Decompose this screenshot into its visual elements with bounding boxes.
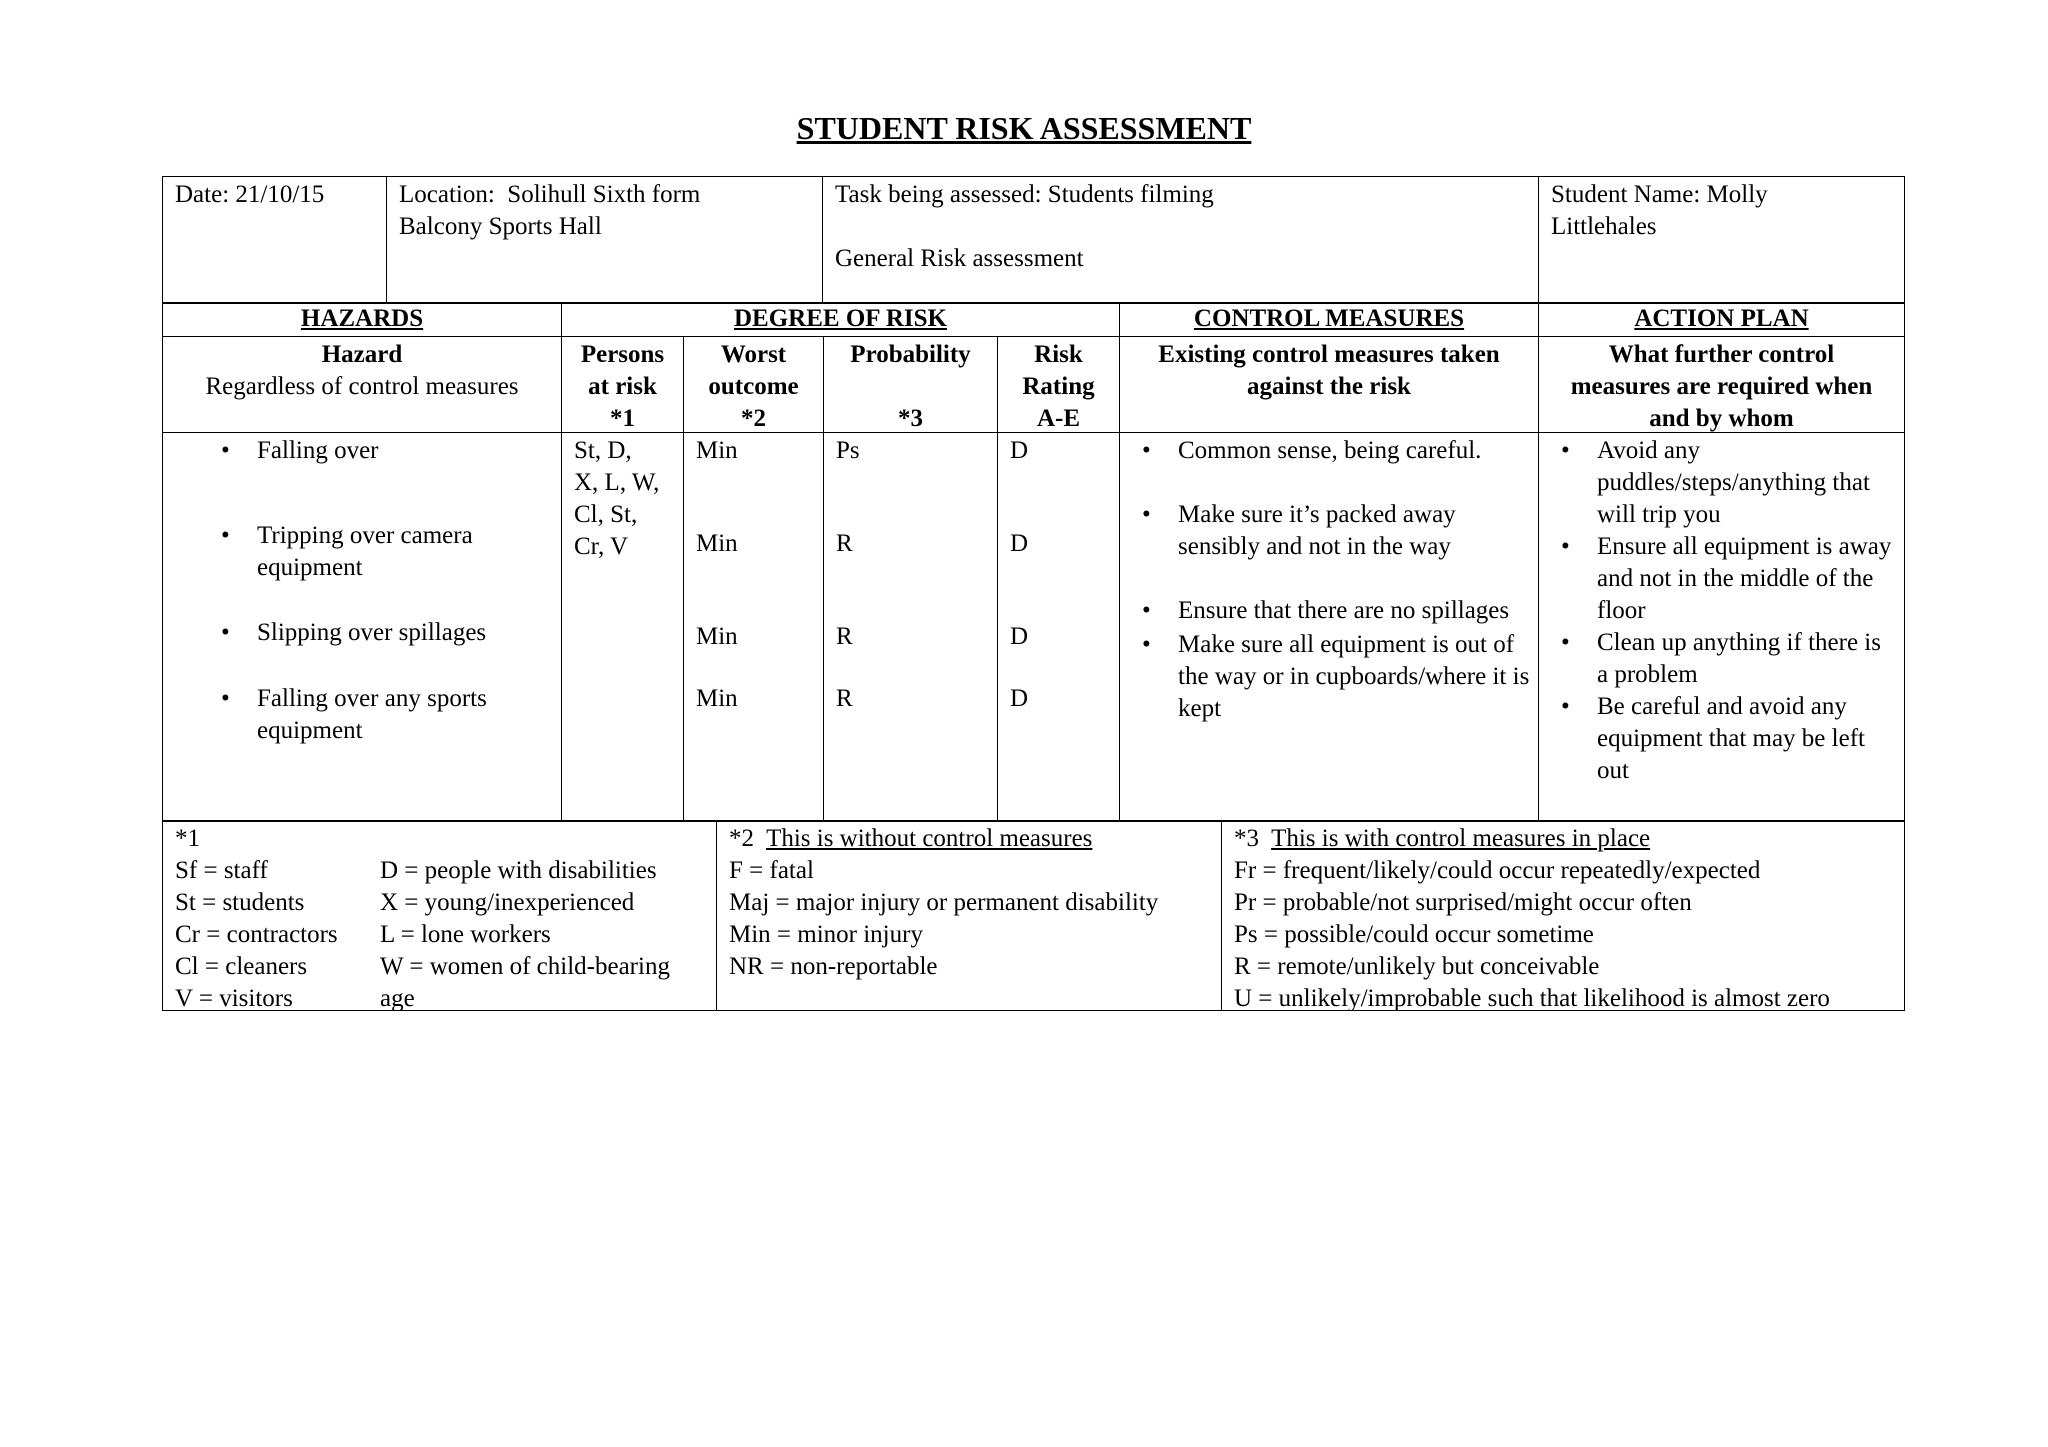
outcome-value: Min bbox=[696, 685, 738, 712]
legend-line: Maj = major injury or permanent disability bbox=[729, 889, 1159, 916]
probability-value: Ps bbox=[836, 437, 860, 464]
column-headings bbox=[163, 337, 1904, 433]
further-col-heading: What further control measures are required when and by whom bbox=[1570, 341, 1873, 432]
legend-line: F = fatal bbox=[729, 857, 814, 884]
outcome-value: Min bbox=[696, 623, 738, 650]
persons-legend bbox=[163, 821, 717, 1010]
task-line1: Task being assessed: Students filming bbox=[835, 181, 1214, 208]
persons-at-risk-cell: St, D, X, L, W, Cl, St, Cr, V bbox=[562, 433, 684, 821]
outcome-legend-prefix: *2 bbox=[729, 825, 754, 852]
control-heading: CONTROL MEASURES bbox=[1120, 303, 1539, 336]
probability-value: R bbox=[836, 530, 853, 557]
student-cell bbox=[1539, 177, 1904, 303]
location-line2: Balcony Sports Hall bbox=[399, 213, 602, 240]
assessment-body bbox=[163, 433, 1904, 821]
outcome-value: Min bbox=[696, 437, 738, 464]
hazards-heading: HAZARDS bbox=[163, 303, 562, 336]
action-plan-item: • Clean up anything if there is a problem bbox=[1597, 627, 1896, 691]
task-cell bbox=[823, 177, 1539, 303]
control-measure-item: • Make sure it’s packed away sensibly and not in the way bbox=[1178, 499, 1530, 563]
persons-legend-heading: *1 bbox=[175, 825, 200, 852]
legend-line: Cr = contractors bbox=[175, 921, 338, 948]
task-line2: General Risk assessment bbox=[835, 245, 1084, 272]
persons-col-heading: Persons at risk *1 bbox=[562, 337, 684, 432]
legend-line: age bbox=[380, 985, 415, 1010]
probability-value: R bbox=[836, 623, 853, 650]
degree-heading: DEGREE OF RISK bbox=[562, 303, 1120, 336]
hazard-col-sub: Regardless of control measures bbox=[205, 373, 519, 400]
legend-line: U = unlikely/improbable such that likelihood is almost zero bbox=[1234, 985, 1830, 1010]
rating-col-heading: Risk Rating A-E bbox=[998, 337, 1120, 432]
legend-line: NR = non-reportable bbox=[729, 953, 938, 980]
rating-value: D bbox=[1010, 623, 1029, 650]
existing-col-heading: Existing control measures taken against the risk bbox=[1120, 337, 1539, 432]
legend-line: Cl = cleaners bbox=[175, 953, 308, 980]
legend-line: Fr = frequent/likely/could occur repeatedly/expected bbox=[1234, 857, 1761, 884]
rating-value: D bbox=[1010, 530, 1029, 557]
legend-line: W = women of child-bearing bbox=[380, 953, 670, 980]
legend-line: Sf = staff bbox=[175, 857, 268, 884]
action-plan-item: • Ensure all equipment is away and not in the middle of the floor bbox=[1597, 531, 1896, 627]
outcome-value: Min bbox=[696, 530, 738, 557]
outcome-legend-title: This is without control measures bbox=[766, 825, 1093, 852]
hazards-cell bbox=[163, 433, 562, 821]
probability-legend bbox=[1222, 821, 1904, 1010]
hazard-item: • Tripping over camera equipment bbox=[257, 520, 553, 584]
assessment-table bbox=[162, 302, 1905, 822]
legend-line: V = visitors bbox=[175, 985, 293, 1010]
student-line2: Littlehales bbox=[1551, 213, 1657, 240]
section-headings bbox=[163, 303, 1904, 337]
probability-cell bbox=[824, 433, 998, 821]
probability-legend-heading bbox=[1234, 823, 1892, 855]
legend-line: St = students bbox=[175, 889, 305, 916]
outcome-legend bbox=[717, 821, 1222, 1010]
legend-line: Min = minor injury bbox=[729, 921, 923, 948]
hazard-col-heading bbox=[163, 337, 562, 432]
control-measures-cell bbox=[1120, 433, 1539, 821]
legend-line: Pr = probable/not surprised/might occur often bbox=[1234, 889, 1692, 916]
control-measure-item: • Make sure all equipment is out of the way or in cupboards/where it is kept bbox=[1178, 629, 1530, 725]
legend-line: R = remote/unlikely but conceivable bbox=[1234, 953, 1600, 980]
action-plan-item: • Avoid any puddles/steps/anything that will trip you bbox=[1597, 435, 1896, 531]
outcome-legend-heading bbox=[729, 823, 1209, 855]
hazard-item: • Falling over bbox=[257, 435, 553, 467]
hazard-item: • Slipping over spillages bbox=[257, 617, 553, 649]
hazard-col-title: Hazard bbox=[321, 341, 403, 368]
rating-value: D bbox=[1010, 685, 1029, 712]
rating-cell bbox=[998, 433, 1120, 821]
worst-outcome-cell bbox=[684, 433, 824, 821]
probability-col-heading: Probability *3 bbox=[824, 337, 998, 432]
page-title: STUDENT RISK ASSESSMENT bbox=[796, 110, 1252, 146]
probability-legend-title: This is with control measures in place bbox=[1271, 825, 1651, 852]
action-plan-item: • Be careful and avoid any equipment that may be left out bbox=[1597, 691, 1896, 787]
probability-legend-prefix: *3 bbox=[1234, 825, 1259, 852]
worst-col-heading: Worst outcome *2 bbox=[684, 337, 824, 432]
legend-table bbox=[162, 820, 1905, 1011]
student-line1: Student Name: Molly bbox=[1551, 181, 1768, 208]
rating-value: D bbox=[1010, 437, 1029, 464]
control-measure-item: • Ensure that there are no spillages bbox=[1178, 595, 1530, 627]
action-plan-cell bbox=[1539, 433, 1904, 821]
legend-line: X = young/inexperienced bbox=[380, 889, 635, 916]
action-heading: ACTION PLAN bbox=[1634, 305, 1809, 332]
date-cell bbox=[163, 177, 387, 303]
location-line1: Location: Solihull Sixth form bbox=[399, 181, 701, 208]
legend-line: L = lone workers bbox=[380, 921, 551, 948]
legend-line: Ps = possible/could occur sometime bbox=[1234, 921, 1594, 948]
info-row bbox=[162, 176, 1905, 304]
control-measure-item: • Common sense, being careful. bbox=[1178, 435, 1530, 467]
hazard-item: • Falling over any sports equipment bbox=[257, 683, 553, 747]
location-cell bbox=[387, 177, 823, 303]
probability-value: R bbox=[836, 685, 853, 712]
legend-line: D = people with disabilities bbox=[380, 857, 657, 884]
date-text: Date: 21/10/15 bbox=[175, 181, 325, 208]
